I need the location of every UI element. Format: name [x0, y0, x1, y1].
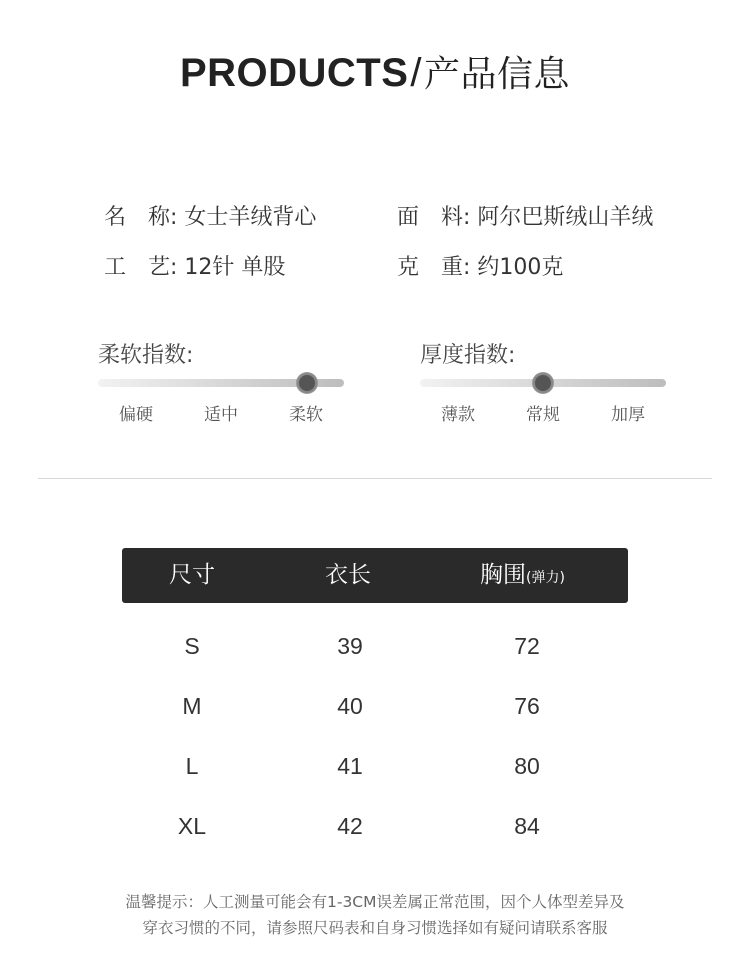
softness-tick-hard: 偏硬 [119, 405, 153, 425]
page-title [0, 46, 750, 97]
cell-size: M [182, 693, 202, 719]
spec-fabric-value: 阿尔巴斯绒山羊绒 [477, 205, 654, 230]
spec-fabric-key: 面 料: [397, 205, 471, 230]
cell-length: 41 [337, 753, 363, 779]
cell-chest: 72 [514, 633, 540, 659]
title-cn: 产品信息 [424, 54, 571, 95]
title-slash: / [410, 51, 423, 95]
spec-craft-value: 12针 单股 [184, 255, 286, 280]
header-chest-label: 胸围 [480, 562, 526, 588]
thickness-knob [533, 373, 553, 393]
cell-length: 42 [337, 813, 363, 839]
thickness-tick-thick: 加厚 [611, 405, 645, 425]
cell-chest: 80 [514, 753, 540, 779]
thickness-tick-regular: 常规 [526, 405, 560, 425]
cell-size: L [185, 753, 199, 779]
spec-craft-key: 工 艺: [104, 255, 178, 280]
spec-weight [397, 250, 563, 281]
softness-tick-medium: 适中 [204, 405, 238, 425]
section-divider [38, 478, 712, 479]
cell-length: 39 [337, 633, 363, 659]
spec-name-key: 名 称: [104, 205, 178, 230]
cell-size: S [184, 633, 200, 659]
spec-craft [104, 250, 285, 281]
header-length: 衣长 [325, 562, 371, 588]
cell-length: 40 [337, 693, 363, 719]
size-table-header [122, 548, 628, 603]
spec-weight-key: 克 重: [397, 255, 471, 280]
spec-name-value: 女士羊绒背心 [184, 205, 317, 230]
thickness-tick-thin: 薄款 [441, 405, 475, 425]
softness-tick-soft: 柔软 [289, 405, 323, 425]
title-en: PRODUCTS [179, 51, 409, 95]
cell-size: XL [177, 813, 207, 839]
size-note-line1: 温馨提示：人工测量可能会有1-3CM误差属正常范围，因个人体型差异及 [125, 893, 625, 911]
header-chest-note: (弹力) [526, 570, 565, 586]
softness-knob [297, 373, 317, 393]
spec-name [104, 200, 316, 231]
cell-chest: 84 [514, 813, 540, 839]
header-size: 尺寸 [169, 562, 215, 588]
spec-fabric [397, 200, 653, 231]
spec-weight-value: 约100克 [477, 255, 564, 280]
cell-chest: 76 [514, 693, 540, 719]
header-chest [480, 548, 565, 603]
thickness-label: 厚度指数: [420, 343, 516, 368]
softness-label: 柔软指数: [98, 343, 194, 368]
size-note-line2: 穿衣习惯的不同，请参照尺码表和自身习惯选择如有疑问请联系客服 [142, 919, 608, 937]
